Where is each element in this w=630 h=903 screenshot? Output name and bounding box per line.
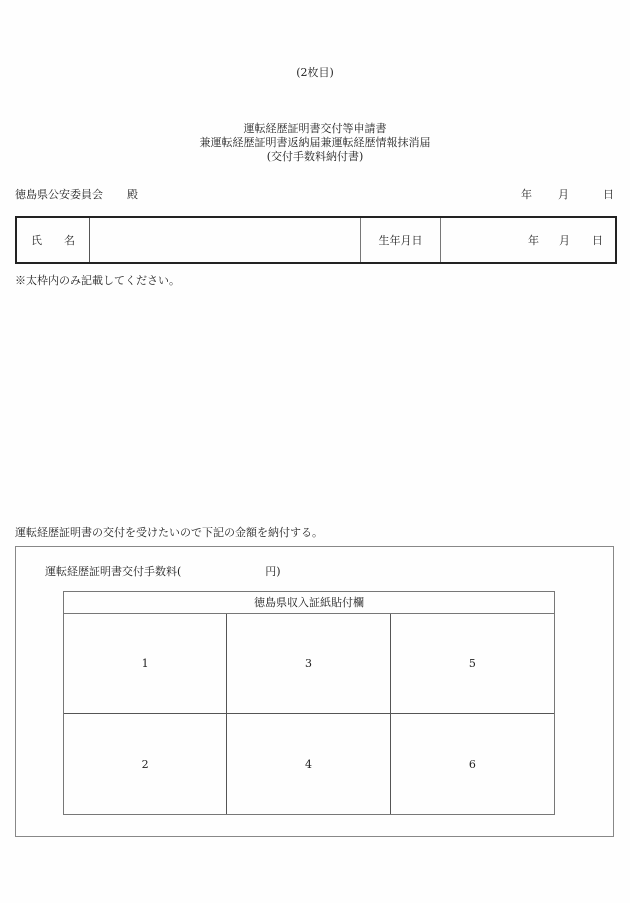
addressee-honorific: 殿 <box>127 188 138 201</box>
instruction-note: ※太枠内のみ記載してください。 <box>15 274 180 287</box>
dob-year-label: 年 <box>528 234 539 247</box>
fee-line <box>45 563 281 579</box>
name-label <box>17 218 90 262</box>
stamp-cell[interactable]: 6 <box>468 757 476 771</box>
date-month-label: 月 <box>558 188 569 201</box>
stamp-cell[interactable]: 1 <box>64 614 227 714</box>
dob-day-label: 日 <box>592 234 603 247</box>
date-year-label: 年 <box>521 188 532 201</box>
applicant-info-box <box>15 216 617 264</box>
date-day-label: 日 <box>603 188 614 201</box>
addressee <box>15 186 138 202</box>
title-line-2: 兼運転経歴証明書返納届兼運転経歴情報抹消届 <box>199 136 431 149</box>
stamp-cell[interactable]: 5 <box>391 614 554 714</box>
payment-statement: 運転経歴証明書の交付を受けたいので下記の金額を納付する。 <box>15 526 323 539</box>
stamp-cell[interactable]: 4 <box>227 714 390 814</box>
name-label-char-1: 氏 <box>31 234 42 247</box>
title-line-3: (交付手数料納付書) <box>266 150 364 163</box>
addressee-name: 徳島県公安委員会 <box>15 188 103 201</box>
stamp-cell[interactable]: 3 <box>227 614 390 714</box>
stamp-table-header: 徳島県収入証紙貼付欄 <box>64 592 554 614</box>
fee-label: 運転経歴証明書交付手数料( <box>45 565 182 578</box>
dob-month-label: 月 <box>559 234 570 247</box>
name-label-char-2: 名 <box>64 234 75 247</box>
stamp-cell[interactable]: 2 <box>64 714 227 814</box>
revenue-stamp-table <box>63 591 555 815</box>
sheet-number: (2枚目) <box>296 66 334 79</box>
form-title <box>0 122 630 164</box>
title-line-1: 運転経歴証明書交付等申請書 <box>243 122 387 135</box>
stamp-grid <box>64 614 554 814</box>
dob-label: 生年月日 <box>361 218 441 262</box>
fee-unit: 円) <box>265 565 281 578</box>
submission-date[interactable] <box>521 186 614 202</box>
dob-field[interactable] <box>441 218 615 262</box>
name-field[interactable] <box>90 218 361 262</box>
